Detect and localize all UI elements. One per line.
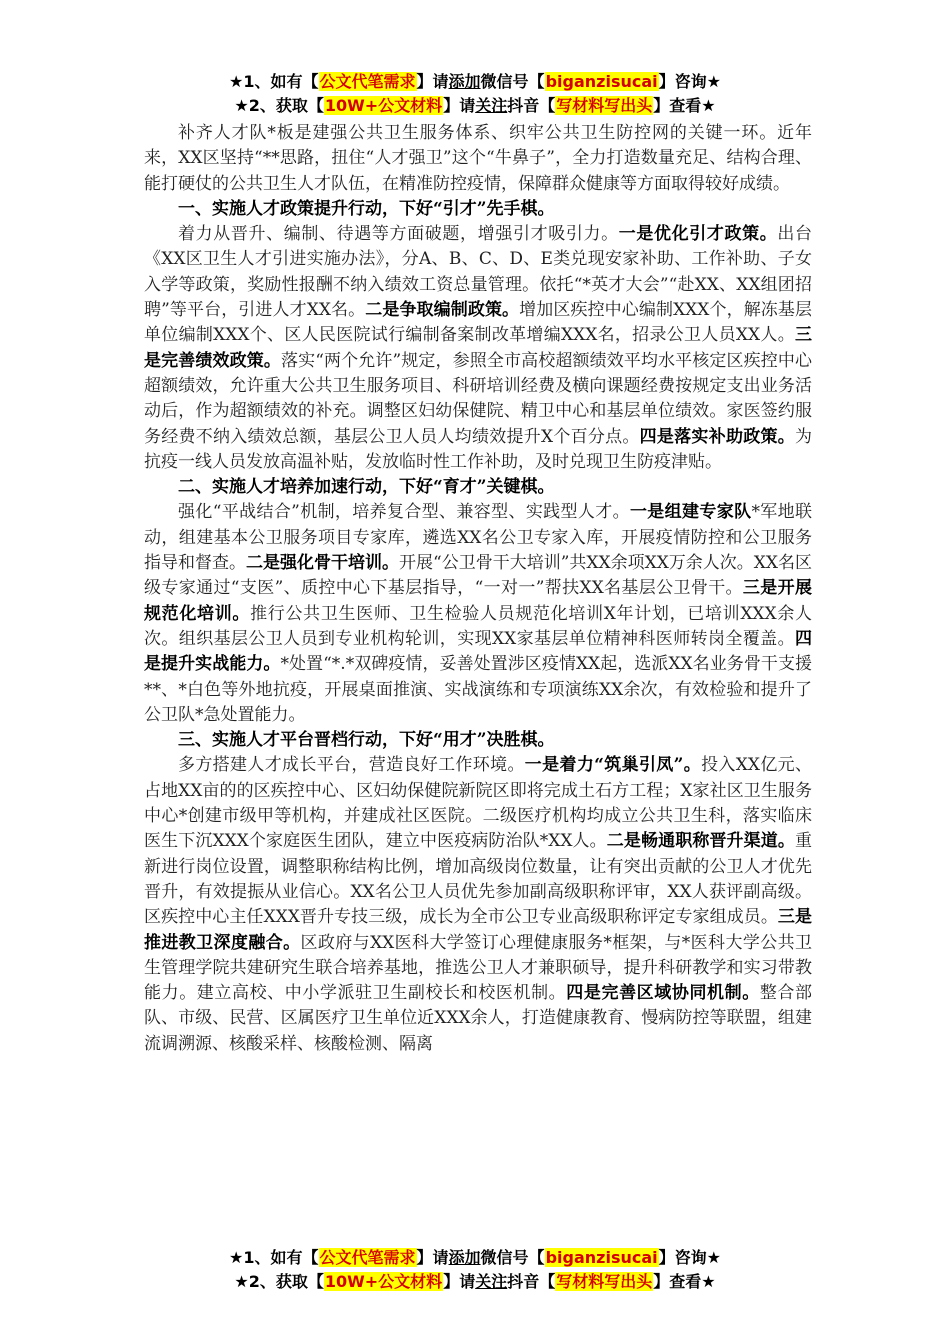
section-1-paragraph: 着力从晋升、编制、待遇等方面破题，增强引才吸引力。一是优化引才政策。出台《XX区卫生人才引进实施办法》，分A、B、C、D、E类兑现安家补助、工作补助、子女入学等政策，奖励性报酬不纳入绩效工资总量管理。依托“*英才大会”“赴XX、XX组团招聘”等平台，引进人才XX名。二是争取编制政策。增加区疾控中心编制XXX个，解冻基层单位编制XXX个、区人民医院试行编制备案制改革增编XXX名，招录公卫人员XX人。三是完善绩效政策。落实“两个允许”规定，参照全市高校超额绩效平均水平核定区疾控中心超额绩效，允许重大公共卫生服务项目、科研培训经费及横向课题经费按规定支出业务活动后，作为超额绩效的补充。调整区妇幼保健院、精卫中心和基层单位绩效。家医签约服务经费不纳入绩效总额，基层公卫人员人均绩效提升X个百分点。四是落实补助政策。为抗疫一线人员发放高温补贴，发放临时性工作补助，及时兑现卫生防疫津贴。 xyxy=(144,224,813,472)
banner-highlight: 公文代笔需求 xyxy=(319,72,416,91)
banner-highlight: 写材料写出头 xyxy=(556,96,653,115)
banner-highlight: 公文代笔需求 xyxy=(319,1248,416,1267)
section-1-heading: 一、实施人才政策提升行动，下好“引才”先手棋。 xyxy=(178,198,555,219)
section-3-heading: 三、实施人才平台晋档行动，下好“用才”决胜棋。 xyxy=(178,730,555,751)
banner-line-1: ★1、如有【公文代笔需求】请添加微信号【biganzisucai】咨询★ xyxy=(229,72,721,91)
bottom-banner xyxy=(0,1246,950,1294)
banner-highlight: 10W+公文材料 xyxy=(324,96,443,115)
section-3-paragraph: 多方搭建人才成长平台，营造良好工作环境。一是着力“筑巢引凤”。投入XX亿元、占地XX亩的的区疾控中心、区妇幼保健院新院区即将完成土石方工程；X家社区卫生服务中心*创建市级甲等机构，并建成社区医院。二级医疗机构均成立公共卫生科，落实临床医生下沉XXX个家庭医生团队，建立中医疫病防治队*XX人。二是畅通职称晋升渠道。重新进行岗位设置，调整职称结构比例，增加高级岗位数量，让有突出贡献的公卫人才优先晋升，有效提振从业信心。XX名公卫人员优先参加副高级职称评审，XX人获评副高级。区疾控中心主任XXX晋升专技三级，成长为全市公卫专业高级职称评定专家组成员。三是推进教卫深度融合。区政府与XX医科大学签订心理健康服务*框架，与*医科大学公共卫生管理学院共建研究生联合培养基地，推选公卫人才兼职硕导，提升科研教学和实习带教能力。建立高校、中小学派驻卫生副校长和校医机制。四是完善区域协同机制。整合部队、市级、民营、区属医疗卫生单位近XXX余人，打造健康教育、慢病防控等联盟，组建流调溯源、核酸采样、核酸检测、隔离 xyxy=(144,755,813,1054)
top-banner xyxy=(0,70,950,118)
banner-highlight: 写材料写出头 xyxy=(556,1272,653,1291)
section-2-heading: 二、实施人才培养加速行动，下好“育才”关键棋。 xyxy=(178,477,555,498)
banner-line-1: ★1、如有【公文代笔需求】请添加微信号【biganzisucai】咨询★ xyxy=(229,1248,721,1267)
banner-line-2: ★2、获取【10W+公文材料】请关注抖音【写材料写出头】查看★ xyxy=(234,96,716,115)
intro-paragraph: 补齐人才队*板是建强公共卫生服务体系、织牢公共卫生防控网的关键一环。近年来，XX区坚持“**思路，扭住“人才强卫”这个“牛鼻子”，全力打造数量充足、结构合理、能打硬仗的公共卫生人才队伍，在精准防控疫情，保障群众健康等方面取得较好成绩。 xyxy=(144,123,812,194)
banner-line-2: ★2、获取【10W+公文材料】请关注抖音【写材料写出头】查看★ xyxy=(234,1272,716,1291)
section-2-paragraph: 强化“平战结合”机制，培养复合型、兼容型、实践型人才。一是组建专家队*军地联动，组建基本公卫服务项目专家库，遴选XX名公卫专家入库，开展疫情防控和公卫服务指导和督查。二是强化骨干培训。开展“公卫骨干大培训”共XX余项XX万余人次。XX名区级专家通过“支医”、质控中心下基层指导，“一对一”帮扶XX名基层公卫骨干。三是开展规范化培训。推行公共卫生医师、卫生检验人员规范化培训X年计划，已培训XXX余人次。组织基层公卫人员到专业机构轮训，实现XX家基层单位精神科医师转岗全覆盖。四是提升实战能力。*处置“*.*双碑疫情，妥善处置涉区疫情XX起，选派XX名业务骨干支援**、*白色等外地抗疫，开展桌面推演、实战演练和专项演练XX余次，有效检验和提升了公卫队*急处置能力。 xyxy=(144,502,813,725)
banner-highlight: 10W+公文材料 xyxy=(324,1272,443,1291)
document-body xyxy=(144,121,812,1057)
banner-highlight: biganzisucai xyxy=(545,1248,658,1267)
banner-highlight: biganzisucai xyxy=(545,72,658,91)
